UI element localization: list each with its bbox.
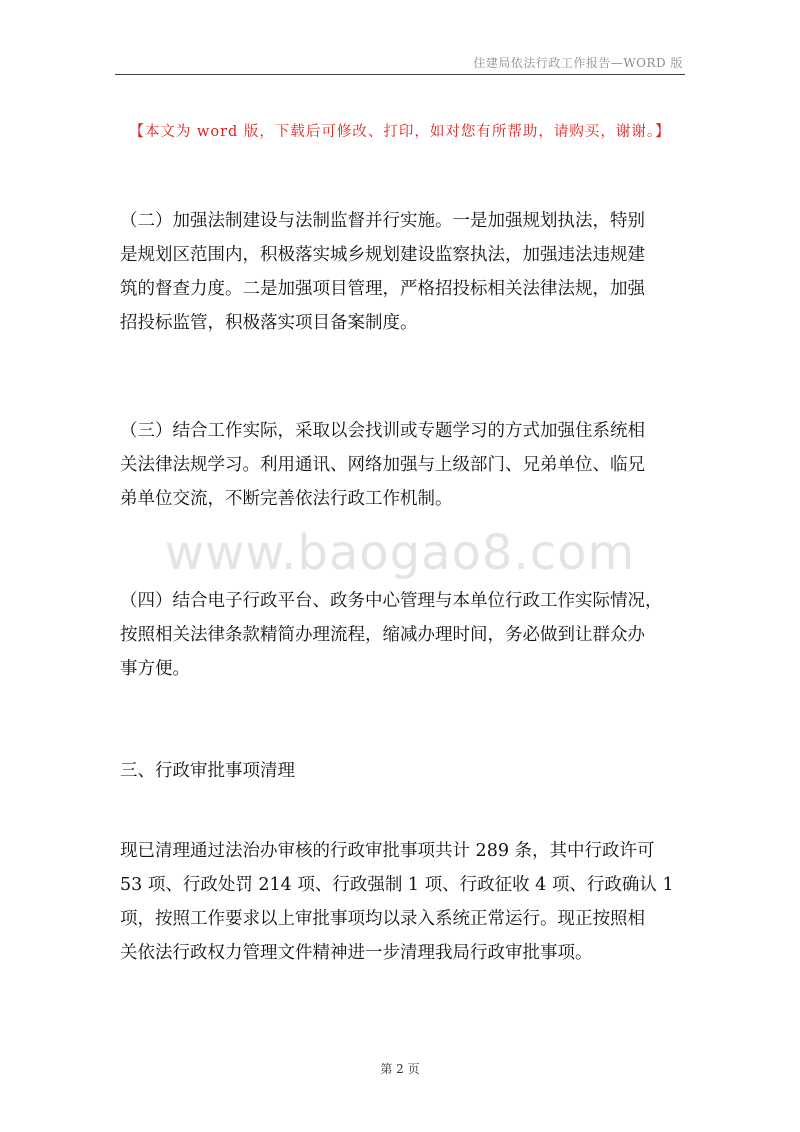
paragraph-line: 关依法行政权力管理文件精神进一步清理我局行政审批事项。 [120,943,593,963]
paragraph-approval-items [120,834,690,970]
paragraph-line: （四）结合电子行政平台、政务中心管理与本单位行政工作实际情况， [120,591,663,611]
paragraph-law-study [120,414,690,516]
section-heading [120,754,690,788]
paragraph-legal-supervision [120,204,690,340]
paragraph-line: 项，按照工作要求以上审批事项均以录入系统正常运行。现正按照相 [120,909,645,929]
paragraph-line: （三）结合工作实际，采取以会找训或专题学习的方式加强住系统相 [120,421,645,441]
paragraph-line: 筑的督查力度。二是加强项目管理，严格招投标相关法律法规，加强 [120,279,645,299]
paragraph-line: 按照相关法律条款精简办理流程，缩减办理时间，务必做到让群众办 [120,625,645,645]
download-notice: 【本文为 word 版，下载后可修改、打印，如对您有所帮助，请购买，谢谢。】 [129,124,671,140]
section-heading-text: 三、行政审批事项清理 [120,761,295,781]
paragraph-line: 关法律法规学习。利用通讯、网络加强与上级部门、兄弟单位、临兄 [120,455,645,475]
page-number: 第 2 页 [380,1062,420,1076]
paragraph-line: 弟单位交流，不断完善依法行政工作机制。 [120,489,453,509]
page-header [115,52,685,75]
watermark: www.baogao8.com [164,525,636,581]
paragraph-line: （二）加强法制建设与法制监督并行实施。一是加强规划执法，特别 [120,211,645,231]
header-title: 住建局依法行政工作报告—WORD 版 [473,56,683,70]
paragraph-e-government [120,584,690,686]
paragraph-line: 事方便。 [120,659,190,679]
paragraph-line: 现已清理通过法治办审核的行政审批事项共计 289 条，其中行政许可 [120,841,655,861]
paragraph-line: 招投标监管，积极落实项目备案制度。 [120,313,418,333]
paragraph-line: 53 项、行政处罚 214 项、行政强制 1 项、行政征收 4 项、行政确认 1 [120,875,674,895]
paragraph-line: 是规划区范围内，积极落实城乡规划建设监察执法，加强违法违规建 [120,245,645,265]
